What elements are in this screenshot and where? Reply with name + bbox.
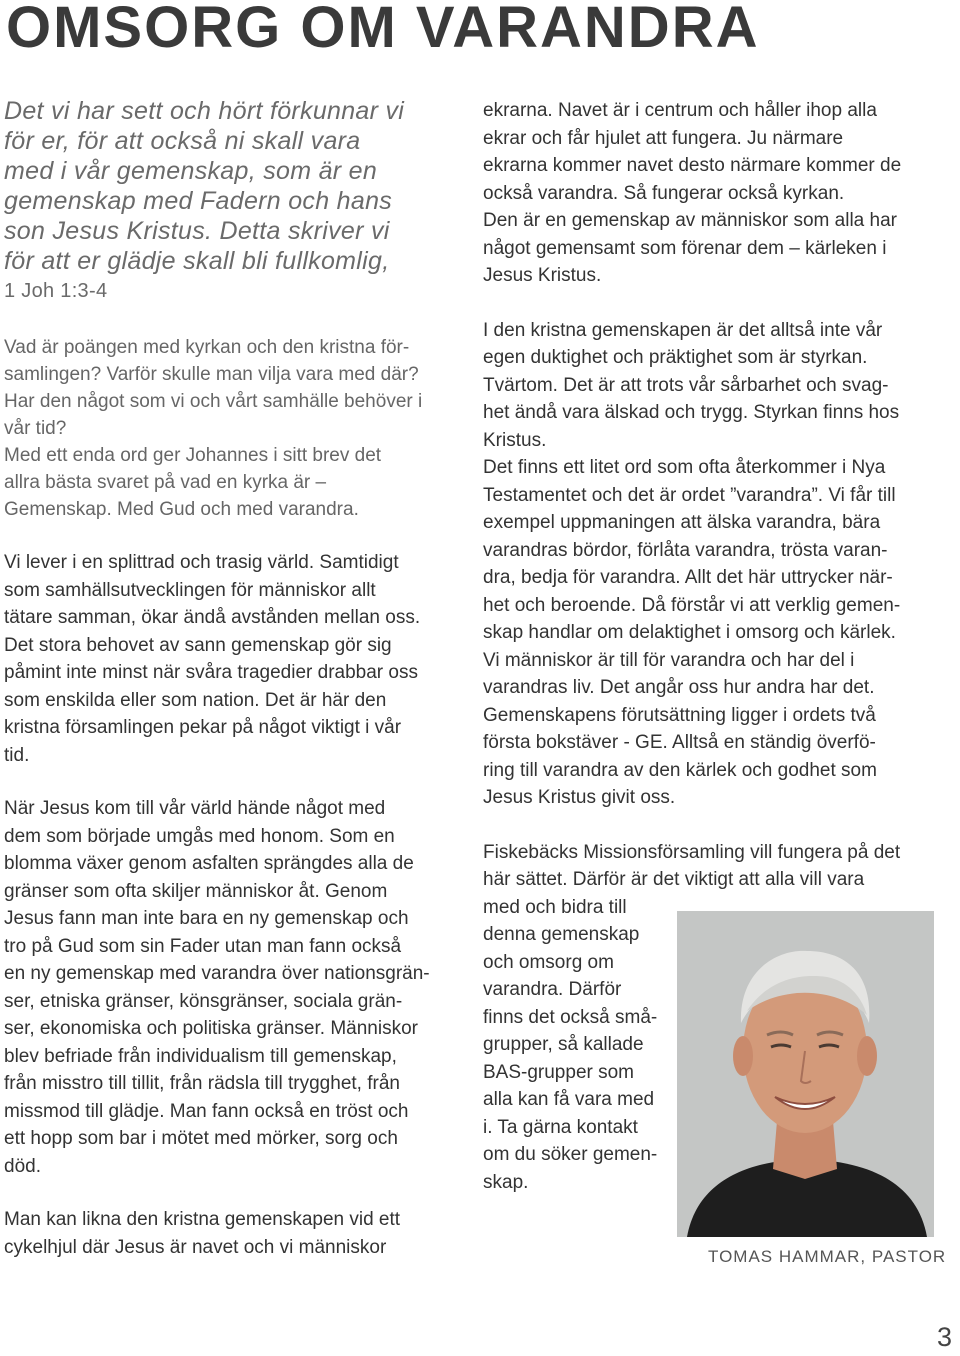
- text-line: dra, bedja för varandra. Allt det här uttrycker när-: [483, 567, 893, 588]
- text-line: död.: [4, 1155, 41, 1177]
- text-line: skap handlar om delaktighet i omsorg och kärlek.: [483, 622, 896, 643]
- text-line: ekrar och får hjulet att fungera. Ju närmare: [483, 127, 844, 149]
- text-line: ring till varandra av den kärlek och godhet som: [483, 759, 877, 781]
- text-line: tid.: [4, 744, 30, 766]
- photo-caption: TOMAS HAMMAR, PASTOR: [708, 1247, 947, 1266]
- body-paragraph: [4, 795, 460, 1180]
- body-paragraph: [483, 97, 943, 290]
- text-line: grupper, så kallade: [483, 1034, 644, 1055]
- text-line: i. Ta gärna kontakt: [483, 1116, 638, 1138]
- text-line: Den är en gemenskap av människor som alla har: [483, 210, 897, 231]
- text-line: finns det också små-: [483, 1006, 658, 1028]
- text-line: blev befriade från individualism till gemenskap,: [4, 1045, 397, 1067]
- text-line: dem som började umgås med honom. Som en: [4, 825, 395, 847]
- text-line: Jesus fann man inte bara en ny gemenskap och: [4, 908, 409, 929]
- pastor-portrait-photo: [677, 911, 934, 1237]
- text-line: gränser som ofta skiljer människor åt. Genom: [4, 880, 388, 902]
- intro-line: son Jesus Kristus. Detta skriver vi: [4, 217, 390, 245]
- text-line: varandra. Därför: [483, 979, 622, 1000]
- body-paragraph: [483, 317, 943, 812]
- text-line: het ändå vara älskad och trygg. Styrkan finns hos: [483, 402, 900, 423]
- intro-line: Det vi har sett och hört förkunnar vi: [4, 97, 405, 125]
- text-line: också varandra. Så fungerar också kyrkan.: [483, 182, 845, 204]
- text-line: vår tid?: [4, 418, 67, 439]
- intro-line: för er, för att också ni skall vara: [4, 127, 361, 155]
- text-line: något gemensamt som förenar dem – kärleken i: [483, 237, 887, 259]
- text-line: När Jesus kom till vår värld hände något med: [4, 798, 386, 819]
- text-line: ekrarna. Navet är i centrum och håller ihop alla: [483, 100, 877, 121]
- text-line: som samhällsutvecklingen för människor allt: [4, 579, 376, 601]
- page-title: OMSORG OM VARANDRA: [6, 0, 760, 60]
- intro-line: gemenskap med Fadern och hans: [4, 187, 393, 215]
- text-line: varandras liv. Det angår oss hur andra har det.: [483, 677, 875, 698]
- text-line: som enskilda eller som nation. Det är här den: [4, 689, 387, 711]
- text-line: samlingen? Varför skulle man vilja vara med där?: [4, 364, 419, 385]
- text-line: Gemenskapens förutsättning ligger i ordets två: [483, 704, 876, 726]
- text-line: Vad är poängen med kyrkan och den kristna för-: [4, 337, 410, 358]
- text-line: exempel uppmaningen att älska varandra, bära: [483, 512, 881, 533]
- lead-paragraph: [4, 334, 460, 523]
- text-line: Tvärtom. Det är att trots vår sårbarhet och svag-: [483, 374, 889, 396]
- text-line: ett hopp som bar i mötet med mörker, sorg och: [4, 1128, 398, 1149]
- text-line: BAS-grupper som: [483, 1061, 635, 1083]
- body-paragraph: [4, 1206, 460, 1261]
- left-column: [4, 96, 460, 1261]
- text-line: påmint inte minst när svåra tragedier drabbar oss: [4, 662, 418, 683]
- text-line: ser, ekonomiska och politiska gränser. Människor: [4, 1018, 418, 1039]
- intro-line: för att er glädje skall bli fullkomlig,: [4, 247, 390, 275]
- text-line: Testamentet och det är ordet ”varandra”. Vi får till: [483, 484, 896, 506]
- text-line: Det finns ett litet ord som ofta återkommer i Nya: [483, 457, 886, 478]
- text-line: het och beroende. Då förstår vi att verklig gemen-: [483, 594, 901, 616]
- text-line: Med ett enda ord ger Johannes i sitt brev det: [4, 445, 382, 466]
- text-line: Jesus Kristus givit oss.: [483, 787, 676, 808]
- text-line: egen duktighet och präktighet som är styrkan.: [483, 347, 868, 368]
- text-line: ser, etniska gränser, könsgränser, sociala grän-: [4, 990, 403, 1012]
- text-line: ekrarna kommer navet desto närmare kommer de: [483, 155, 902, 176]
- text-line: Man kan likna den kristna gemenskapen vid ett: [4, 1209, 401, 1230]
- text-line: skap.: [483, 1171, 529, 1193]
- text-line: allra bästa svaret på vad en kyrka är –: [4, 472, 327, 493]
- text-line: missmod till glädje. Man fann också en tröst och: [4, 1100, 409, 1122]
- portrait-illustration: [677, 911, 934, 1237]
- text-line: Vi lever i en splittrad och trasig värld. Samtidigt: [4, 552, 399, 573]
- text-line: denna gemenskap: [483, 924, 640, 945]
- body-paragraph: [4, 549, 460, 769]
- bible-reference: 1 Joh 1:3-4: [4, 280, 108, 302]
- text-line: från misstro till tillit, från rädsla till trygghet, från: [4, 1073, 400, 1094]
- text-line: en ny gemenskap med varandra över nationsgrän-: [4, 963, 430, 984]
- text-line: Fiskebäcks Missionsförsamling vill fungera på det: [483, 841, 901, 863]
- text-line: Jesus Kristus.: [483, 265, 602, 286]
- text-line: kristna församlingen pekar på något viktigt i vår: [4, 717, 402, 738]
- text-line: blomma växer genom asfalten sprängdes alla de: [4, 853, 414, 874]
- text-line: med och bidra till: [483, 896, 627, 918]
- text-line: cykelhjul där Jesus är navet och vi människor: [4, 1236, 387, 1258]
- text-line: om du söker gemen-: [483, 1144, 658, 1165]
- text-line: Det stora behovet av sann gemenskap gör sig: [4, 634, 392, 656]
- text-line: Gemenskap. Med Gud och med varandra.: [4, 499, 359, 520]
- text-line: tätare samman, ökar ändå avstånden mellan oss.: [4, 607, 421, 628]
- text-line: I den kristna gemenskapen är det alltså inte vår: [483, 319, 883, 341]
- text-line: Har den något som vi och vårt samhälle behöver i: [4, 391, 423, 412]
- text-line: varandras bördor, förlåta varandra, trösta varan-: [483, 539, 888, 561]
- text-line: Kristus.: [483, 429, 547, 451]
- text-line: och omsorg om: [483, 951, 614, 973]
- text-line: Vi människor är till för varandra och har del i: [483, 649, 855, 671]
- text-line: tro på Gud som sin Fader utan man fann också: [4, 935, 402, 957]
- page-number: 3: [937, 1322, 953, 1352]
- intro-quote: [4, 96, 460, 306]
- intro-line: med i vår gemenskap, som är en: [4, 157, 378, 185]
- text-line: här sättet. Därför är det viktigt att alla vill vara: [483, 869, 865, 890]
- text-line: första bokstäver - GE. Alltså en ständig överfö-: [483, 732, 876, 753]
- text-line: alla kan få vara med: [483, 1089, 655, 1110]
